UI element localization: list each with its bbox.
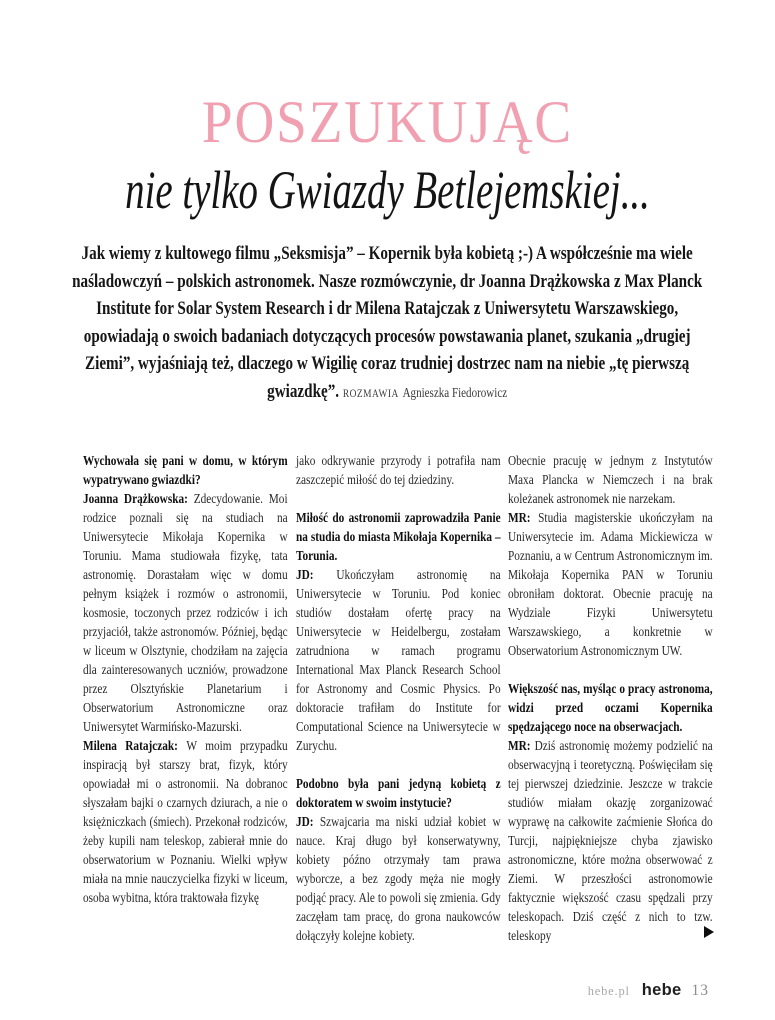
answer-text: Ukończyłam astronomię na Uniwersytecie w Toruniu. Pod koniec studiów dostałam ofertę pracy na Uniwersytecie w Heidelbergu, zostałam zatrudniona w ramach programu International Max Planck Research School for Astronomy and Cosmic Physics. Po doktoracie trafiłam do Institute for Computational Science na Uniwersytecie w Zurychu. <box>296 567 501 753</box>
body-paragraph <box>83 736 288 907</box>
body-paragraph <box>296 812 501 945</box>
body-paragraph <box>508 736 713 945</box>
body-paragraph <box>83 489 288 736</box>
answer-text: Studia magisterskie ukończyłam na Uniwersytecie im. Adama Mickiewicza w Poznaniu, a w Centrum Astronomicznym im. Mikołaja Kopernika PAN w Toruniu obroniłam doktorat. Obecnie pracuję na Wydziale Fizyki Uniwersytetu Warszawskiego, a konkretnie w Obserwatorium Astronomicznym UW. <box>508 510 713 658</box>
speaker-or-question-text: MR: <box>508 510 539 525</box>
body-paragraph <box>296 451 501 489</box>
question-paragraph <box>508 679 713 736</box>
speaker-or-question-text: JD: <box>296 814 320 829</box>
answer-text: W moim przypadku inspiracją był starszy brat, fizyk, który opowiadał mi o astronomii. Na dobranoc słyszałam bajki o czarnych dziurach, a nie o księżniczkach (śmiech). Przekonał rodziców, żeby kupili nam teleskop, zabierał mnie do obserwatorium w Poznaniu. Wielki wpływ miała na mnie nauczycielka fizyki w liceum, osoba wybitna, która traktowała fizykę <box>83 738 288 905</box>
body-paragraph <box>508 508 713 660</box>
speaker-or-question-text: JD: <box>296 567 337 582</box>
body-paragraph <box>508 451 713 508</box>
speaker-or-question-text: Milena Ratajczak: <box>83 738 187 753</box>
answer-text: jako odkrywanie przyrody i potrafiła nam zaszczepić miłość do tej dziedziny. <box>296 453 501 487</box>
speaker-or-question-text: Joanna Drążkowska: <box>83 491 194 506</box>
speaker-or-question-text: MR: <box>508 738 535 753</box>
question-paragraph <box>296 508 501 565</box>
speaker-or-question-text: Miłość do astronomii zaprowadziła Panie na studia do miasta Mikołaja Kopernika – Torunia. <box>296 510 501 563</box>
speaker-or-question-text: Podobno była pani jedyną kobietą z doktoratem w swoim instytucie? <box>296 776 501 810</box>
answer-text: Zdecydowanie. Moi rodzice poznali się na studiach na Uniwersytecie Mikołaja Kopernika w Toruniu. Mama studiowała fizykę, tata astronomię. Dorastałam więc w domu pełnym książek i rozmów o astronomii, kosmosie, toczonych przez rodziców i ich przyjaciół, także astronomów. Później, będąc w liceum w Olsztynie, chodziłam na zajęcia dla zainteresowanych uczniów, prowadzone przez Olsztyńskie Planetarium i Obserwatorium Astronomiczne oraz Uniwersytet Warmińsko-Mazurski. <box>83 491 288 734</box>
speaker-or-question-text: Większość nas, myśląc o pracy astronoma, widzi przed oczami Kopernika spędzającego noce na obserwacjach. <box>508 681 713 734</box>
byline-author: Agnieszka Fiedorowicz <box>402 384 508 400</box>
body-paragraph <box>296 565 501 755</box>
article-lede <box>62 241 712 409</box>
text-column-2 <box>296 451 501 945</box>
answer-text: Obecnie pracuję w jednym z Instytutów Maxa Plancka w Niemczech i na brak koleżanek astronomek nie narzekam. <box>508 453 713 506</box>
article-subtitle: nie tylko Gwiazdy Betlejemskiej... <box>125 160 650 220</box>
text-column-3 <box>508 451 713 945</box>
lede-text: Jak wiemy z kultowego filmu „Seksmisja” – Kopernik była kobietą ;-) A współcześnie ma wiele naśladowczyń – polskich astronomek. Nasze rozmówczynie, dr Joanna Drążkowska z Max Planck Institute for Solar System Research i dr Milena Ratajczak z Uniwersytetu Warszawskiego, opowiadają o swoich badaniach dotyczących procesów powstawania planet, szukania „drugiej Ziemi”, wyjaśniają też, dlaczego w Wigilię coraz trudniej dostrzec nam na niebie „tę pierwszą gwiazdkę”. <box>72 244 703 402</box>
question-paragraph <box>83 451 288 489</box>
question-paragraph <box>296 774 501 812</box>
byline <box>343 382 507 402</box>
page-footer <box>0 981 709 1000</box>
footer-site-url: hebe.pl <box>587 984 630 998</box>
article-title: POSZUKUJĄC <box>201 89 574 155</box>
answer-text: Dziś astronomię możemy podzielić na obserwacyjną i teoretyczną. Poświęciłam się tej pierwszej dziedzinie. Jeszcze w trakcie studiów miałam okazję zorganizować wyprawę na całkowite zaćmienie Słońca do Turcji, najpiękniejsze chyba zjawisko astronomiczne, które można obserwować z Ziemi. W przeszłości astronomowie faktycznie większość czasu spędzali przy teleskopach. Dziś część z nich to tzw. teleskopy <box>508 738 713 943</box>
byline-label: ROZMAWIA <box>342 387 399 400</box>
page-number: 13 <box>691 982 709 999</box>
answer-text: Szwajcaria ma niski udział kobiet w nauce. Kraj długo był konserwatywny, kobiety późno otrzymały tam prawa wyborcze, a bez zgody męża nie mogły podjąć pracy. Ale to powoli się zmienia. Gdy zaczęłam tam pracę, do grona naukowców dołączyły kolejne kobiety. <box>296 814 501 943</box>
text-column-1 <box>83 451 288 907</box>
continue-arrow-icon <box>704 926 714 938</box>
speaker-or-question-text: Wychowała się pani w domu, w którym wypatrywano gwiazdki? <box>83 453 288 487</box>
hebe-logo: hebe <box>641 981 682 999</box>
